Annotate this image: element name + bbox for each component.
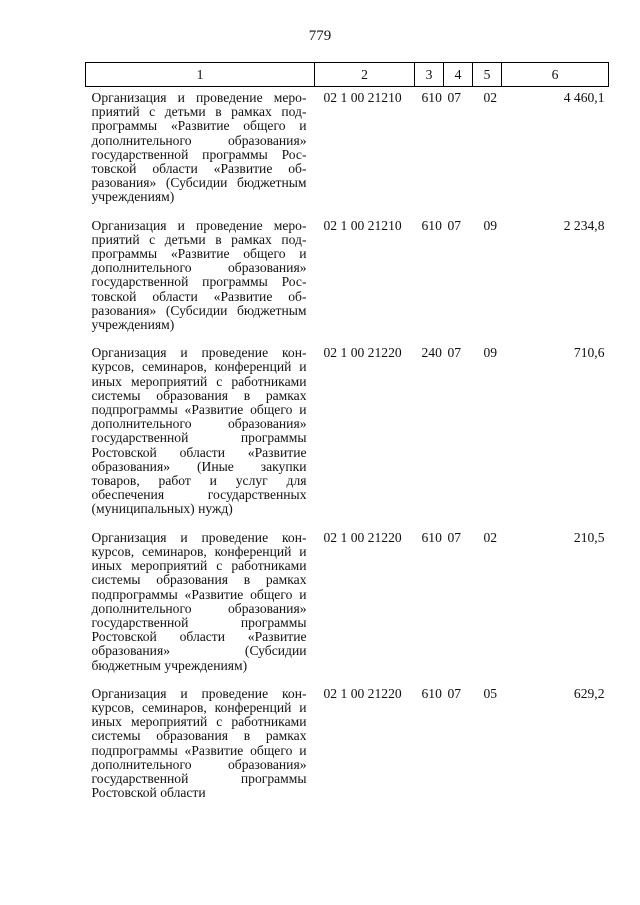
row-section: 07 (447, 685, 462, 701)
row-section: 07 (447, 345, 462, 361)
row-subsection: 02 (483, 90, 498, 105)
row-amount: 710,6 (573, 345, 605, 361)
header-col-5: 5 (473, 63, 502, 87)
row-target-article: 02 1 00 21210 (323, 217, 402, 233)
table-row (86, 527, 609, 673)
row-expense-type: 610 (421, 685, 442, 701)
table-row (86, 342, 609, 516)
row-subsection: 09 (483, 217, 498, 233)
row-subsection: 09 (483, 345, 498, 361)
row-expense-type: 610 (421, 529, 442, 545)
row-expense-type: 610 (421, 217, 442, 233)
row-target-article: 02 1 00 21210 (323, 90, 402, 105)
row-description: Организация и проведение конкурсов, семинаров, конференций и иных мероприятий с работниками системы образования в рамках подпрограммы «Развитие общего и дополнительного образования» государственной программы Ростовской области «Развитие образования» (Субсидии бюджетным учреждениям) (91, 529, 307, 673)
row-section: 07 (447, 90, 462, 105)
row-section: 07 (447, 529, 462, 545)
row-subsection: 02 (483, 529, 498, 545)
row-spacer (86, 332, 609, 342)
header-col-3: 3 (415, 63, 444, 87)
row-expense-type: 610 (421, 90, 442, 105)
table-row (86, 87, 609, 205)
table-row (86, 215, 609, 333)
row-amount: 2 234,8 (563, 217, 605, 233)
row-description: Организация и проведение конкурсов, семинаров, конференций и иных мероприятий с работниками системы образования в рамках подпрограммы «Развитие общего и дополнительного образования» государственной программы Ростовской области (91, 685, 307, 801)
table-row (86, 683, 609, 801)
row-amount: 629,2 (573, 685, 605, 701)
row-expense-type: 240 (421, 345, 442, 361)
header-col-1: 1 (86, 63, 315, 87)
row-spacer (86, 673, 609, 683)
row-description: Организация и проведение мероприятий с детьми в рамках подпрограммы «Развитие общего и дополнительного образования» государственной программы Ростовской области «Развитие образования» (Субсидии бюджетным учреждениям) (91, 217, 307, 333)
row-amount: 210,5 (573, 529, 605, 545)
row-target-article: 02 1 00 21220 (323, 529, 402, 545)
page-number: 779 (308, 28, 332, 44)
row-description: Организация и проведение мероприятий с детьми в рамках подпрограммы «Развитие общего и дополнительного образования» государственной программы Ростовской области «Развитие образования» (Субсидии бюджетным учреждениям) (91, 90, 307, 205)
row-target-article: 02 1 00 21220 (323, 685, 402, 701)
row-spacer (86, 205, 609, 215)
table-header-row (86, 63, 609, 87)
row-amount: 4 460,1 (563, 90, 605, 105)
row-target-article: 02 1 00 21220 (323, 345, 402, 361)
header-col-4: 4 (444, 63, 473, 87)
header-col-2: 2 (315, 63, 415, 87)
header-col-6: 6 (502, 63, 609, 87)
row-spacer (86, 517, 609, 527)
row-subsection: 05 (483, 685, 498, 701)
row-section: 07 (447, 217, 462, 233)
budget-table (85, 62, 609, 800)
row-description: Организация и проведение конкурсов, семинаров, конференций и иных мероприятий с работниками системы образования в рамках подпрограммы «Развитие общего и дополнительного образования» государственной программы Ростовской области «Развитие образования» (Иные закупки товаров, работ и услуг для обеспечения государственных (муниципальных) нужд) (91, 345, 307, 517)
